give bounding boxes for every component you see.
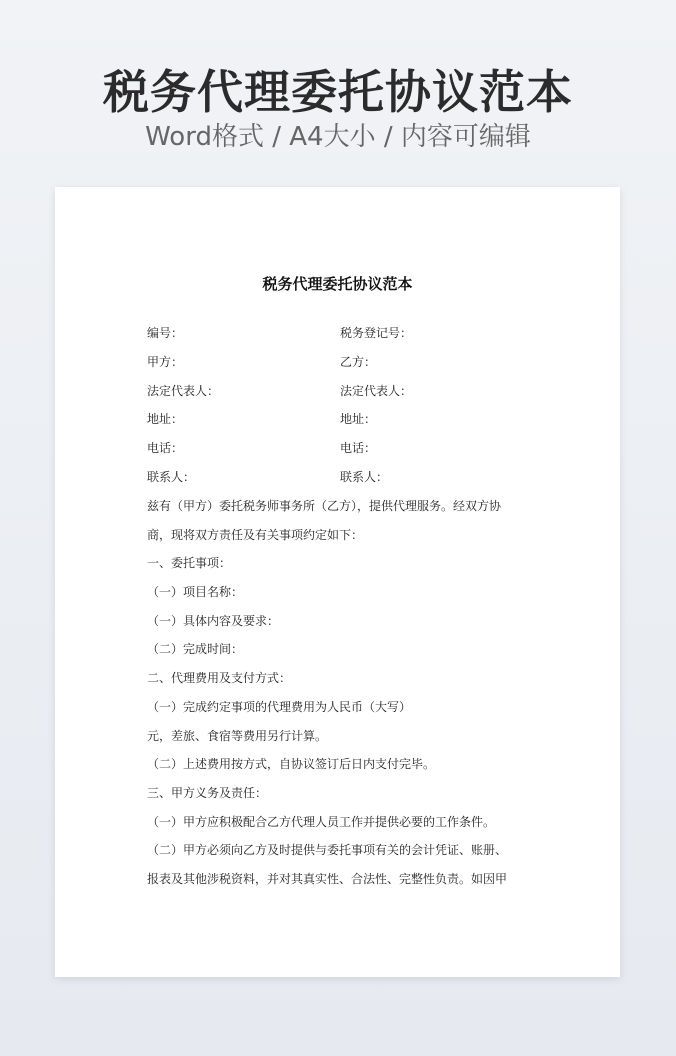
- banner-subtitle: Word格式 / A4大小 / 内容可编辑: [145, 122, 531, 152]
- field-label: 法定代表人：: [340, 383, 413, 398]
- field-label: 电话：: [340, 441, 377, 456]
- section-heading: 二、代理费用及支付方式：: [147, 671, 292, 686]
- section-heading: 一、委托事项：: [147, 556, 232, 571]
- body-line: 元，差旅、食宿等费用另行计算。: [147, 728, 328, 743]
- document-title: 税务代理委托协议范本: [262, 275, 413, 293]
- field-row: [147, 439, 547, 468]
- body-line: （一）项目名称：: [147, 585, 244, 600]
- field-label: 电话：: [147, 441, 184, 456]
- field-label: 地址：: [147, 412, 184, 427]
- field-row: [147, 382, 547, 411]
- field-label: 地址：: [340, 412, 377, 427]
- field-label: 甲方：: [147, 354, 184, 369]
- section-heading: 三、甲方义务及责任：: [147, 785, 268, 800]
- body-line: （一）甲方应积极配合乙方代理人员工作并提供必要的工作条件。: [147, 814, 496, 829]
- body-line: （二）完成时间：: [147, 642, 244, 657]
- field-label: 联系人：: [147, 469, 196, 484]
- body-line: 兹有（甲方）委托税务师事务所（乙方），提供代理服务。经双方协: [147, 499, 502, 513]
- document-page: [55, 187, 620, 977]
- party-info-fields: [147, 324, 547, 497]
- body-line: （二）上述费用按方式，自协议签订后日内支付完毕。: [147, 757, 436, 772]
- body-line: 报表及其他涉税资料，并对其真实性、合法性、完整性负责。如因甲: [147, 871, 508, 886]
- body-line: 商，现将双方责任及有关事项约定如下：: [147, 527, 364, 542]
- field-row: [147, 410, 547, 439]
- body-line: （二）甲方必须向乙方及时提供与委托事项有关的会计凭证、账册、: [147, 843, 508, 858]
- body-line: （一）具体内容及要求：: [147, 613, 280, 628]
- agreement-body: [147, 497, 547, 899]
- field-label: 税务登记号：: [340, 326, 413, 340]
- field-label: 联系人：: [340, 469, 389, 484]
- field-label: 法定代表人：: [147, 383, 220, 398]
- field-row: [147, 324, 547, 353]
- body-line: （一）完成约定事项的代理费用为人民币（大写）: [147, 699, 412, 714]
- field-label: 乙方：: [340, 354, 377, 369]
- field-row: [147, 468, 547, 497]
- field-label: 编号：: [147, 326, 184, 340]
- banner-title: 税务代理委托协议范本: [103, 65, 573, 119]
- field-row: [147, 353, 547, 382]
